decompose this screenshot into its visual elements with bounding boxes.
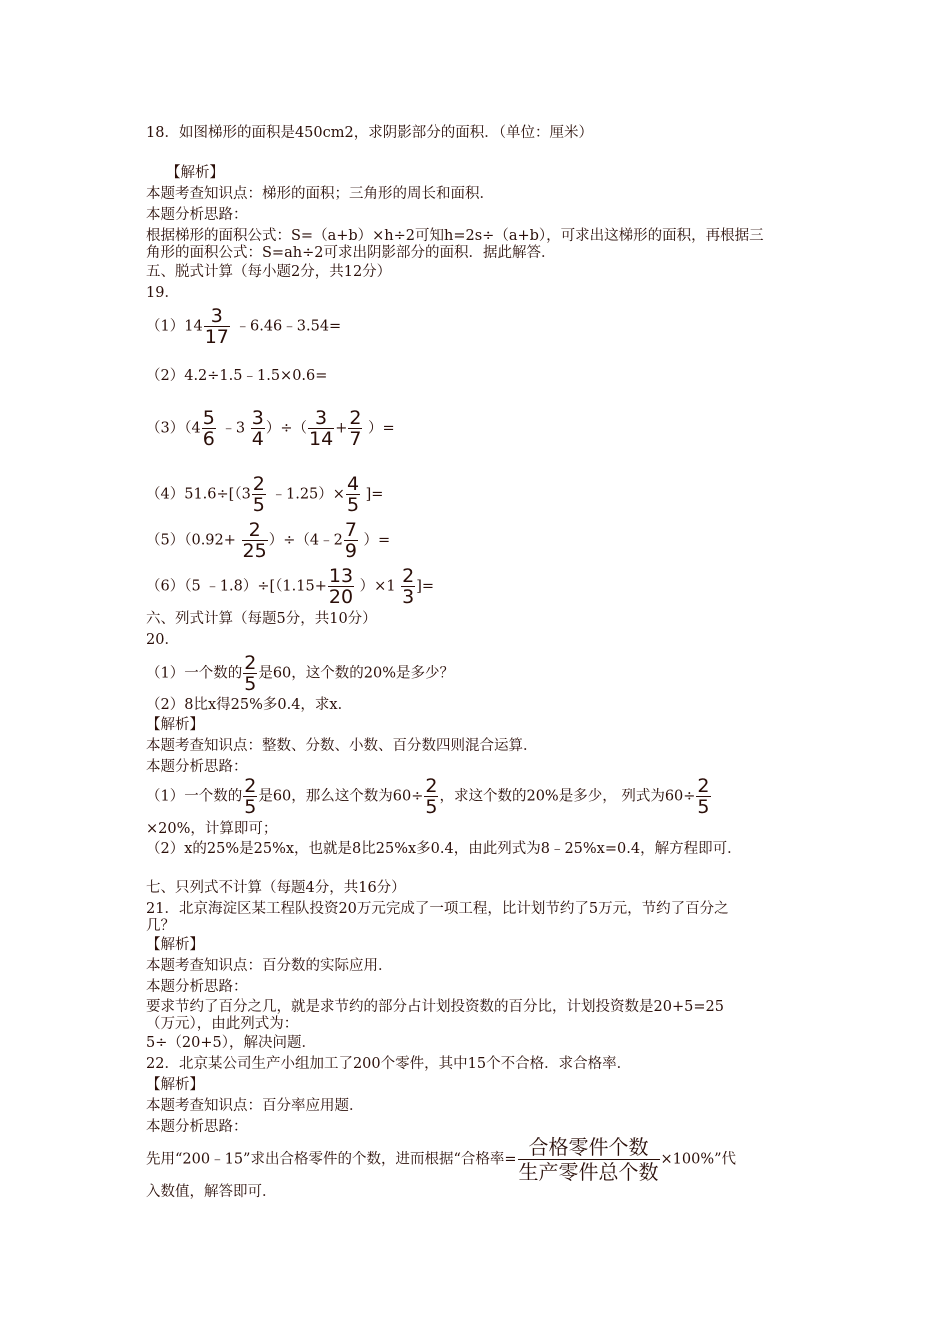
knowledge-points: 本题考查知识点：梯形的面积；三角形的周长和面积． [146,186,494,202]
numerator: 合格零件个数 [518,1135,660,1160]
analysis-text: （万元），由此列式为： [146,1016,299,1032]
expr-text: + [335,420,348,437]
fraction [344,520,358,561]
numerator: 2 [349,407,362,429]
denominator: 9 [344,540,357,562]
denominator: 17 [204,326,229,348]
problem-19-3 [146,408,395,449]
denominator: 3 [402,586,415,608]
denominator: 5 [425,796,438,818]
denominator: 20 [328,586,354,608]
analysis-heading: 【解析】 [146,717,204,733]
expr-text: 先用“200﹣15”求出合格零件的个数，进而根据“合格率= [146,1151,517,1168]
analysis-label: 本题分析思路： [146,207,248,223]
numerator: 13 [328,565,354,587]
analysis-text: （2）x的25%是25%x，也就是8比25%x多0.4，由此列式为8﹣25%x=0.4，解方程即可． [146,841,742,857]
fraction [328,566,354,607]
knowledge-points: 本题考查知识点：整数、分数、小数、百分数四则混合运算． [146,738,538,754]
fraction [252,474,266,515]
fraction [696,776,710,817]
analysis-heading: 【解析】 [166,165,224,181]
denominator: 25 [242,540,267,562]
fraction [308,408,334,449]
numerator: 2 [425,775,438,797]
fraction [424,776,438,817]
fraction [204,306,230,347]
expr-text: （1）一个数的 [146,788,243,805]
analysis-text: 角形的面积公式：S=ah÷2可求出阴影部分的面积．据此解答． [146,245,556,261]
fraction [346,474,360,515]
numerator: 3 [251,407,264,429]
analysis-heading: 【解析】 [146,937,204,953]
expr-text: （5）（0.92+ [146,532,241,549]
denominator: 5 [244,796,257,818]
expr-text: （1）一个数的 [146,665,243,682]
expr-text: ﹣3 [216,420,250,437]
denominator: 5 [346,494,360,516]
fraction [202,408,216,449]
expr-text: ×100%”代 [660,1151,737,1168]
analysis-text: 5÷（20+5），解决问题． [146,1035,316,1051]
question-19: 19． [146,285,179,301]
numerator: 5 [202,407,215,429]
fraction [243,776,257,817]
section-7-title: 七、只列式不计算（每题4分，共16分） [146,880,406,896]
numerator: 2 [252,473,265,495]
problem-19-6 [146,566,434,607]
problem-19-5 [146,520,390,561]
denominator: 7 [349,428,362,450]
knowledge-points: 本题考查知识点：百分率应用题． [146,1098,364,1114]
denominator: 4 [251,428,264,450]
expr-text: ）×1 [355,578,401,595]
expr-text: （3）（4 [146,420,201,437]
expr-text: ]= [416,578,435,595]
problem-19-4 [146,474,383,515]
analysis-text [146,776,712,817]
analysis-text: 入数值，解答即可． [146,1184,277,1200]
expr-text: （6）（5 ﹣1.8）÷[（1.15+ [146,578,327,595]
section-5-title: 五、脱式计算（每小题2分，共12分） [146,264,392,280]
expr-text: ）÷（ [265,420,307,437]
analysis-label: 本题分析思路： [146,979,248,995]
expr-text: ）÷（4﹣2 [268,532,343,549]
analysis-text: ×20%，计算即可； [146,821,278,837]
analysis-text: 根据梯形的面积公式：S=（a+b）×h÷2可知h=2s÷（a+b），可求出这梯形的面积，再根据三 [146,228,764,244]
expr-text: ﹣1.25）× [266,486,345,503]
analysis-label: 本题分析思路： [146,1119,248,1135]
numerator: 7 [344,519,357,541]
denominator: 5 [244,673,257,695]
knowledge-points: 本题考查知识点：百分数的实际应用． [146,958,393,974]
problem-19-1 [146,306,341,347]
expr-text: ﹣6.46﹣3.54= [230,318,342,335]
denominator: 6 [202,428,215,450]
analysis-label: 本题分析思路： [146,759,248,775]
question-18: 18．如图梯形的面积是450cm2，求阴影部分的面积．（单位：厘米） [146,125,593,141]
expr-text: ）= [358,532,391,549]
numerator: 2 [242,520,268,541]
numerator: 4 [346,473,360,495]
analysis-heading: 【解析】 [146,1077,204,1093]
expr-text: （4）51.6÷[（3 [146,486,251,503]
expr-text: 是60，这个数的20%是多少？ [258,665,455,682]
numerator: 3 [204,306,230,327]
section-6-title: 六、列式计算（每题5分，共10分） [146,611,377,627]
question-22: 22．北京某公司生产小组加工了200个零件，其中15个不合格．求合格率． [146,1056,632,1072]
fraction [348,408,362,449]
numerator: 2 [402,565,415,587]
problem-20-1 [146,653,454,694]
question-21-cont: 几？ [146,918,175,934]
fraction [251,408,265,449]
numerator: 3 [308,408,334,429]
expr-text: （1）14 [146,318,203,335]
fraction [518,1135,660,1184]
expr-text: ）= [363,420,395,437]
problem-19-2: （2）4.2÷1.5﹣1.5×0.6= [146,368,328,384]
denominator: 5 [697,796,710,818]
numerator: 2 [244,652,257,674]
fraction [401,566,415,607]
numerator: 2 [697,775,710,797]
denominator: 5 [252,494,265,516]
analysis-text: 要求节约了百分之几，就是求节约的部分占计划投资数的百分比，计划投资数是20+5=25 [146,999,724,1015]
denominator: 生产零件总个数 [518,1160,659,1184]
analysis-text [146,1135,736,1184]
expr-text: ，求这个数的20%是多少， 列式为60÷ [439,788,696,805]
fraction [243,653,257,694]
denominator: 14 [309,428,334,450]
expr-text: 是60，那么这个数为60÷ [258,788,424,805]
problem-20-2: （2）8比x得25%多0.4，求x． [146,697,353,713]
numerator: 2 [244,775,257,797]
expr-text: ]= [361,486,384,503]
question-20: 20． [146,632,179,648]
fraction [242,520,268,561]
question-21: 21．北京海淀区某工程队投资20万元完成了一项工程，比计划节约了5万元，节约了百分之 [146,901,729,917]
